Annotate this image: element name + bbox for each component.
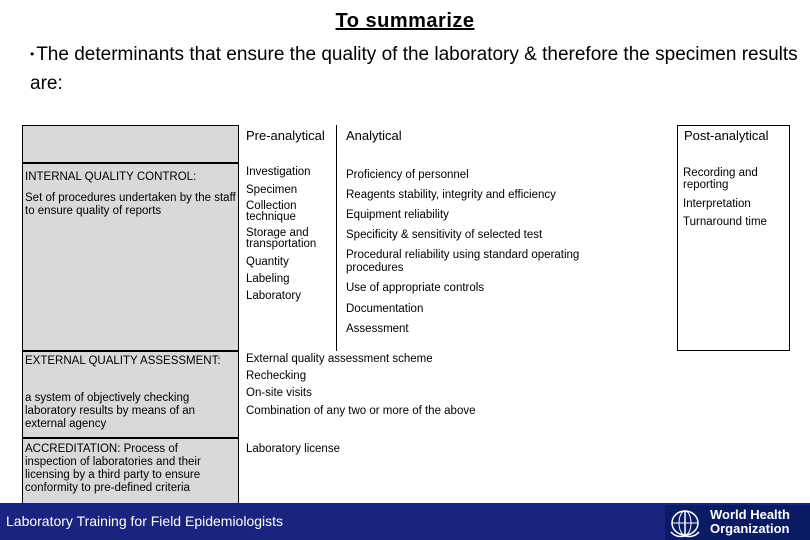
intro-sentence: The determinants that ensure the quality of the laboratory & therefore the specimen results are: (30, 44, 798, 95)
analytical-item: Reagents stability, integrity and efficiency (346, 189, 556, 201)
who-name (710, 508, 790, 536)
external-item: Combination of any two or more of the above (246, 405, 476, 417)
column-divider (22, 125, 23, 163)
footer-title: Laboratory Training for Field Epidemiologists (6, 513, 284, 529)
intro-text (30, 40, 800, 98)
header-analytical: Analytical (346, 128, 402, 143)
internal-qc-description: Set of procedures undertaken by the staff to ensure quality of reports (25, 192, 236, 217)
pre-item: Quantity (246, 256, 289, 268)
header-post-analytical: Post-analytical (684, 128, 769, 143)
who-name-line2: Organization (710, 521, 790, 536)
pre-item: Storage and transportation (246, 227, 317, 250)
analytical-item: Proficiency of personnel (346, 169, 469, 181)
analytical-item: Use of appropriate controls (346, 282, 485, 294)
who-name-line1: World Health (710, 507, 790, 522)
pre-item: Specimen (246, 184, 298, 196)
external-qa-label: EXTERNAL QUALITY ASSESSMENT: (25, 355, 221, 367)
internal-qc-label: INTERNAL QUALITY CONTROL: (25, 171, 197, 183)
bullet-icon: • (30, 47, 35, 62)
slide-title: To summarize (335, 10, 475, 32)
post-item: Turnaround time (683, 216, 767, 228)
analytical-item: Procedural reliability using standard operating procedures (346, 249, 580, 274)
analytical-item: Documentation (346, 303, 424, 315)
external-item: External quality assessment scheme (246, 353, 433, 365)
external-item: On-site visits (246, 387, 312, 399)
post-item: Recording and reporting (683, 167, 758, 191)
external-qa-description: a system of objectively checking laboratory results by means of an external agency (25, 392, 196, 430)
header-corner-cell (22, 125, 239, 163)
pre-item: Investigation (246, 166, 311, 178)
analytical-item: Equipment reliability (346, 209, 449, 221)
analytical-item: Specificity & sensitivity of selected test (346, 229, 543, 241)
pre-item: Laboratory (246, 290, 301, 302)
analytical-item: Assessment (346, 323, 409, 335)
who-emblem-icon (668, 508, 702, 538)
accreditation-item: Laboratory license (246, 443, 340, 455)
post-analytical-column (677, 125, 790, 351)
pre-item: Labeling (246, 273, 290, 285)
post-item: Interpretation (683, 198, 751, 210)
pre-item: Collection technique (246, 200, 297, 223)
external-item: Rechecking (246, 370, 307, 382)
accreditation-label: ACCREDITATION: Process of inspection of laboratories and their licensing by a third party to ensure conformity to pre-defined criteria (25, 443, 201, 494)
header-pre-analytical: Pre-analytical (246, 128, 325, 143)
